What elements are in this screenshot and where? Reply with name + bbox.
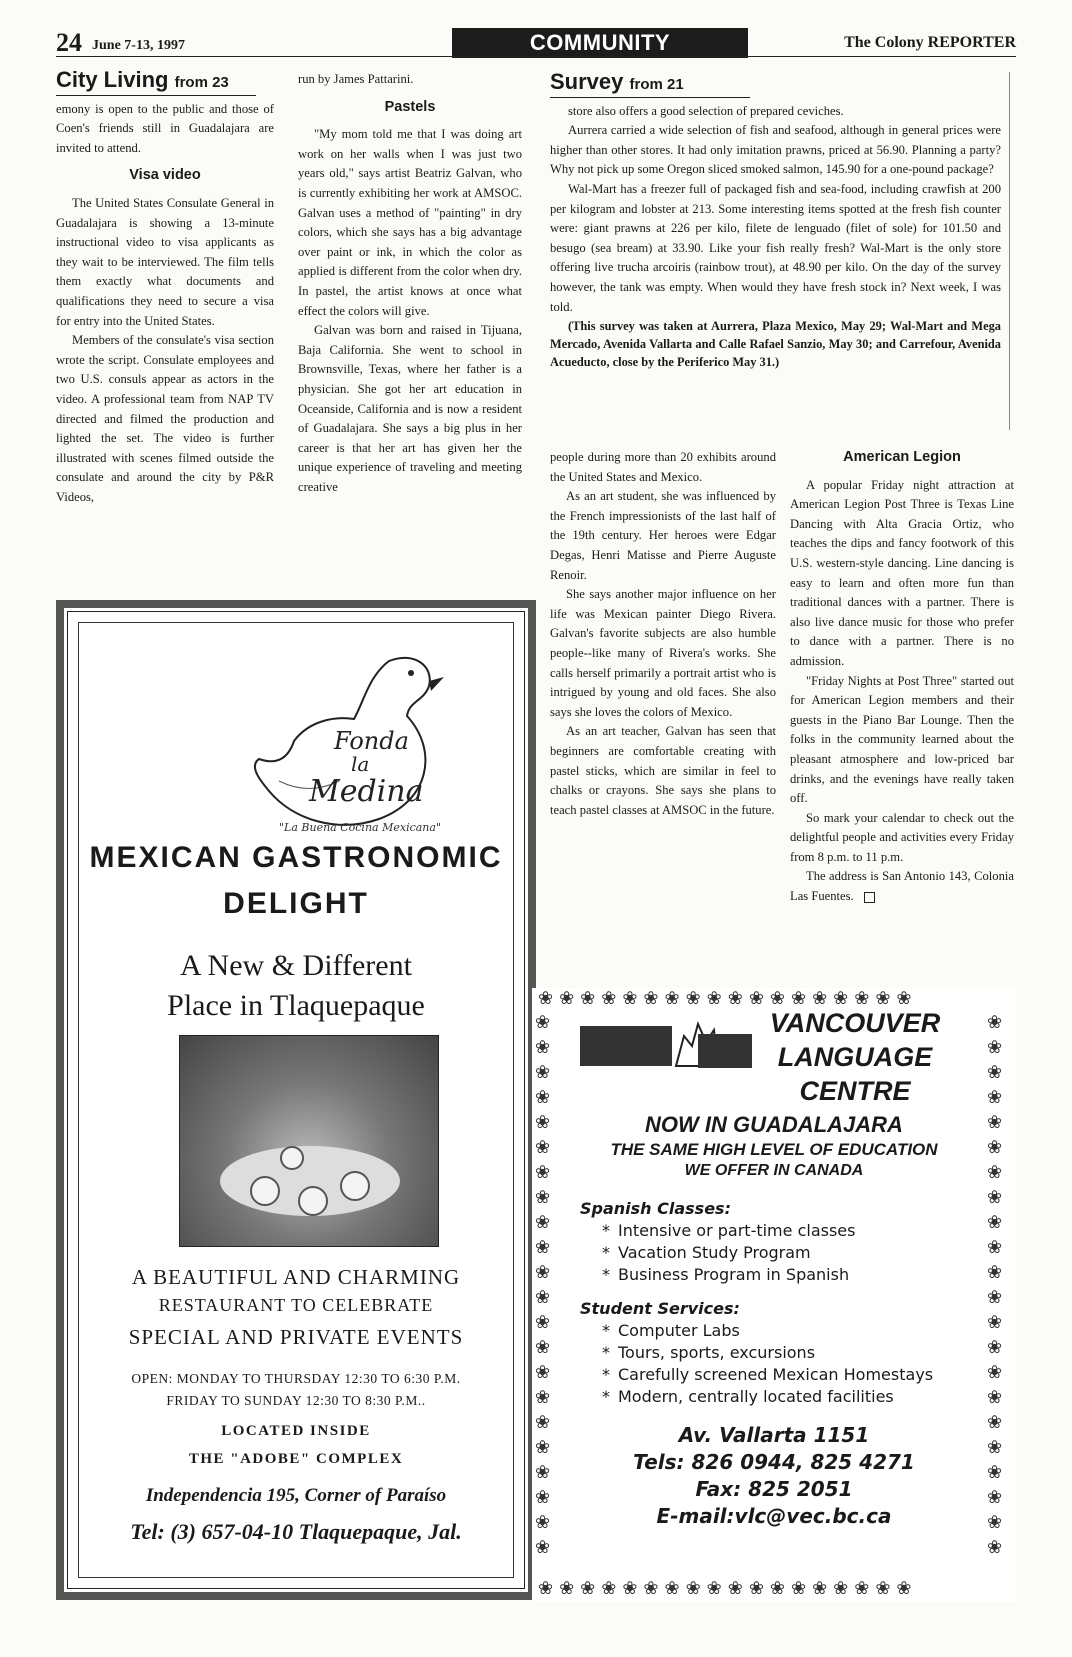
- paragraph: run by James Pattarini.: [298, 72, 414, 86]
- vlc-title-2: LANGUAGE: [777, 1042, 933, 1072]
- american-legion-column: [790, 448, 1014, 907]
- ad-caps-2: RESTAURANT TO CELEBRATE: [158, 1295, 434, 1315]
- vlc-title-1: VANCOUVER: [769, 1008, 941, 1038]
- paragraph: [790, 867, 1014, 906]
- ad-tagline-1: A New & Different: [180, 949, 412, 982]
- paragraph: emony is open to the public and those of Coen's friends still in Guadalajara are invited to attend.: [56, 101, 274, 155]
- flower-border-left-icon: ❀❀❀❀❀❀❀❀❀❀❀❀❀❀❀❀❀❀❀❀❀❀: [533, 1012, 553, 1562]
- plate-icon: [280, 1146, 304, 1170]
- vlc-address: Av. Vallarta 1151: [678, 1423, 870, 1447]
- list-item: * Carefully screened Mexican Homestays: [580, 1364, 980, 1386]
- vancouver-language-centre-ad: [532, 988, 1016, 1602]
- student-services-heading: Student Services:: [580, 1299, 740, 1318]
- pastels-continued-column: [550, 448, 776, 820]
- survey-title: Survey: [550, 69, 624, 94]
- flower-border-bottom-icon: ❀❀❀❀❀❀❀❀❀❀❀❀❀❀❀❀❀❀: [538, 1578, 918, 1598]
- issue-date: June 7-13, 1997: [92, 38, 185, 53]
- student-services-list: [580, 1298, 980, 1408]
- survey-jump: from 21: [629, 76, 684, 93]
- paragraph: Wal-Mart has a freezer full of packaged fish and sea-food, including crawfish at 200 per kilogram and lobster at 213. Some interesting items spotted at the fresh fish counter were: giant prawns at 226 per kilo, filete de lenguado (filet of sole) for 101.50 and besugo (sea bream) at 33.90. Like your fish really fresh? Wal-Mart is the only store offering live trucha arcoiris (rainbow trout), at 48.90 per kilo. On the day of the survey however, the tank was empty. When would they have fresh stock in? Next week, I was told.: [550, 181, 1001, 314]
- ad-telephone: Tel: (3) 657-04-10 Tlaquepaque, Jal.: [130, 1519, 462, 1544]
- logo-text-medina: Medina: [309, 774, 424, 809]
- list-item: * Modern, centrally located facilities: [580, 1386, 980, 1408]
- masthead: [56, 28, 1016, 64]
- ad-hours-1: OPEN: MONDAY TO THURSDAY 12:30 TO 6:30 P.M.: [131, 1371, 461, 1386]
- vlc-telephones: Tels: 826 0944, 825 4271: [633, 1450, 915, 1474]
- plate-icon: [340, 1171, 370, 1201]
- page-number: 24: [56, 28, 82, 57]
- list-item: * Business Program in Spanish: [580, 1264, 980, 1286]
- heading-rule: [550, 97, 750, 98]
- city-living-column: [56, 67, 274, 507]
- section-banner: COMMUNITY: [452, 28, 748, 58]
- list-item: * Vacation Study Program: [580, 1242, 980, 1264]
- city-living-jump: from 23: [174, 74, 229, 91]
- spanish-classes-heading: Spanish Classes:: [580, 1199, 731, 1218]
- ad-hours-2: FRIDAY TO SUNDAY 12:30 TO 8:30 P.M..: [166, 1393, 426, 1408]
- paragraph: Aurrera carried a wide selection of fish and seafood, although in general prices were higher than other stores. It had only imitation prawns, priced at 56.90. Planning a party? Why not pick up some Oregon sliced smoked salmon, 145.90 for a one-pound package?: [550, 123, 1001, 177]
- paragraph: As an art teacher, Galvan has seen that beginners are comfortable creating with pastel sticks, which are similar in feel to chalks or crayons. She says she plans to teach pastel classes at AMSOC in the future.: [550, 724, 776, 817]
- american-legion-subhead: American Legion: [843, 449, 961, 465]
- newspaper-name: The Colony REPORTER: [844, 34, 1016, 51]
- paragraph: So mark your calendar to check out the delightful people and activities every Friday from 8 p.m. to 11 p.m.: [790, 810, 1014, 864]
- ad-inner-frame: [78, 622, 514, 1578]
- ad-headline-1: MEXICAN GASTRONOMIC: [89, 841, 503, 874]
- fonda-la-medina-ad: [56, 600, 536, 1600]
- vlc-same-1: THE SAME HIGH LEVEL OF EDUCATION: [610, 1140, 938, 1159]
- vlc-title-3: CENTRE: [799, 1076, 911, 1106]
- paragraph: She says another major influence on her life was Mexican painter Diego Rivera. Galvan's favorite subjects are also humble people--like many of Rivera's works. She calls herself primarily a portrait artist who is intrigued by young and old faces. She also says she loves the colors of Mexico.: [550, 587, 776, 719]
- city-living-title: City Living: [56, 67, 169, 92]
- heading-rule: [56, 95, 256, 96]
- vlc-same-2: WE OFFER IN CANADA: [684, 1162, 864, 1179]
- logo-motto: "La Buena Cocina Mexicana": [279, 821, 442, 834]
- paragraph-text: The address is San Antonio 143, Colonia Las Fuentes.: [790, 869, 1014, 904]
- end-mark-icon: [864, 892, 875, 903]
- logo-text-la: la: [351, 752, 370, 776]
- paragraph: store also offers a good selection of prepared ceviches.: [568, 103, 844, 118]
- city-living-heading: [56, 67, 274, 93]
- ad-headline-2: DELIGHT: [223, 887, 369, 920]
- survey-heading: [550, 69, 1001, 95]
- ad-location-2: THE "ADOBE" COMPLEX: [188, 1451, 404, 1467]
- vlc-contact-block: [572, 1422, 976, 1530]
- paragraph: As an art student, she was influenced by the French impressionists of the last half of the 19th century. Her heroes were Edgar Degas, Henri Matisse and Pierre Auguste Renoir.: [550, 489, 776, 582]
- list-item: * Intensive or part-time classes: [580, 1220, 980, 1242]
- survey-article: [550, 69, 1010, 430]
- ad-location-1: LOCATED INSIDE: [221, 1423, 371, 1439]
- logo-text-fonda: Fonda: [334, 727, 409, 755]
- dove-logo-icon: [239, 641, 449, 841]
- paragraph: "My mom told me that I was doing art work on her walls when I was just two years old," says artist Beatriz Galvan, who is currently exhibiting her work at AMSOC. Galvan uses a method of "painting" in dry colors, which she says has a big advantage over paint or ink, in which the color as applied is different from the color when dry. In pastel, the artist knows at once what effect the colors will give.: [298, 127, 522, 318]
- paragraph: The United States Consulate General in Guadalajara is showing a 13-minute instructional video to visa applicants as they wait to be interviewed. The film tells them exactly what documents and qualifications they need to secure a visa for entry into the United States.: [56, 195, 274, 328]
- ad-tagline-2: Place in Tlaquepaque: [167, 989, 425, 1022]
- paragraph: A popular Friday night attraction at American Legion Post Three is Texas Line Dancing with Alta Gracia Ortiz, who teaches the dips and fancy footwork of this U.S. western-style dancing. Line dancing is easy to learn and often more fun than traditional dances with a partner. There is also live dance music for those who prefer to dance with a partner. There is no admission.: [790, 477, 1014, 668]
- survey-note: (This survey was taken at Aurrera, Plaza Mexico, May 29; Wal-Mart and Mega Mercado, Avenida Vallarta and Calle Rafael Sanzio, May 30; and Carrefour, Avenida Acueducto, close by the Periferico May 31.): [550, 319, 1001, 370]
- restaurant-photo: [179, 1035, 439, 1247]
- vlc-email: E-mail:vlc@vec.bc.ca: [656, 1504, 892, 1528]
- flower-border-top-icon: ❀❀❀❀❀❀❀❀❀❀❀❀❀❀❀❀❀❀: [538, 988, 918, 1008]
- vlc-fax: Fax: 825 2051: [695, 1477, 853, 1501]
- paragraph: Members of the consulate's visa section wrote the script. Consulate employees and two U.S. consuls appear as actors in the video. A professional team from NAP TV directed and filmed the production and lighted the set. The video is further illustrated with scenes filmed outside the consulate and around the city by P&R Videos,: [56, 333, 274, 504]
- masthead-rule: [56, 56, 1016, 57]
- maple-leaf-flag-icon: [580, 1016, 752, 1074]
- plate-icon: [250, 1176, 280, 1206]
- ad-address: Independencia 195, Corner of Paraíso: [145, 1485, 447, 1506]
- visa-video-subhead: Visa video: [129, 167, 201, 184]
- paragraph: "Friday Nights at Post Three" started out for American Legion members and their guests in the Piano Bar Lounge. Then the folks in the community learned about the pleasant atmosphere and low-priced bar drinks, and the evenings have really taken off.: [790, 673, 1014, 806]
- flower-border-right-icon: ❀❀❀❀❀❀❀❀❀❀❀❀❀❀❀❀❀❀❀❀❀❀: [985, 1012, 1005, 1562]
- list-item: * Computer Labs: [580, 1320, 980, 1342]
- pastels-subhead: Pastels: [384, 98, 436, 115]
- ad-caps-3: SPECIAL AND PRIVATE EVENTS: [128, 1325, 464, 1349]
- ad-caps-1: A BEAUTIFUL AND CHARMING: [131, 1265, 461, 1289]
- spanish-classes-list: [580, 1198, 980, 1286]
- paragraph: people during more than 20 exhibits around the United States and Mexico.: [550, 450, 776, 484]
- list-item: * Tours, sports, excursions: [580, 1342, 980, 1364]
- pastels-column: [298, 70, 522, 497]
- vlc-now-in: NOW IN GUADALAJARA: [645, 1112, 903, 1137]
- plate-icon: [298, 1186, 328, 1216]
- paragraph: Galvan was born and raised in Tijuana, Baja California. She went to school in Brownsville, Texas, where her father is a physician. She got her art education in Oceanside, California and is now a resident of Guadalajara. She says a big plus in her career is that her art has given her the unique experience of traveling and meeting creative: [298, 323, 522, 494]
